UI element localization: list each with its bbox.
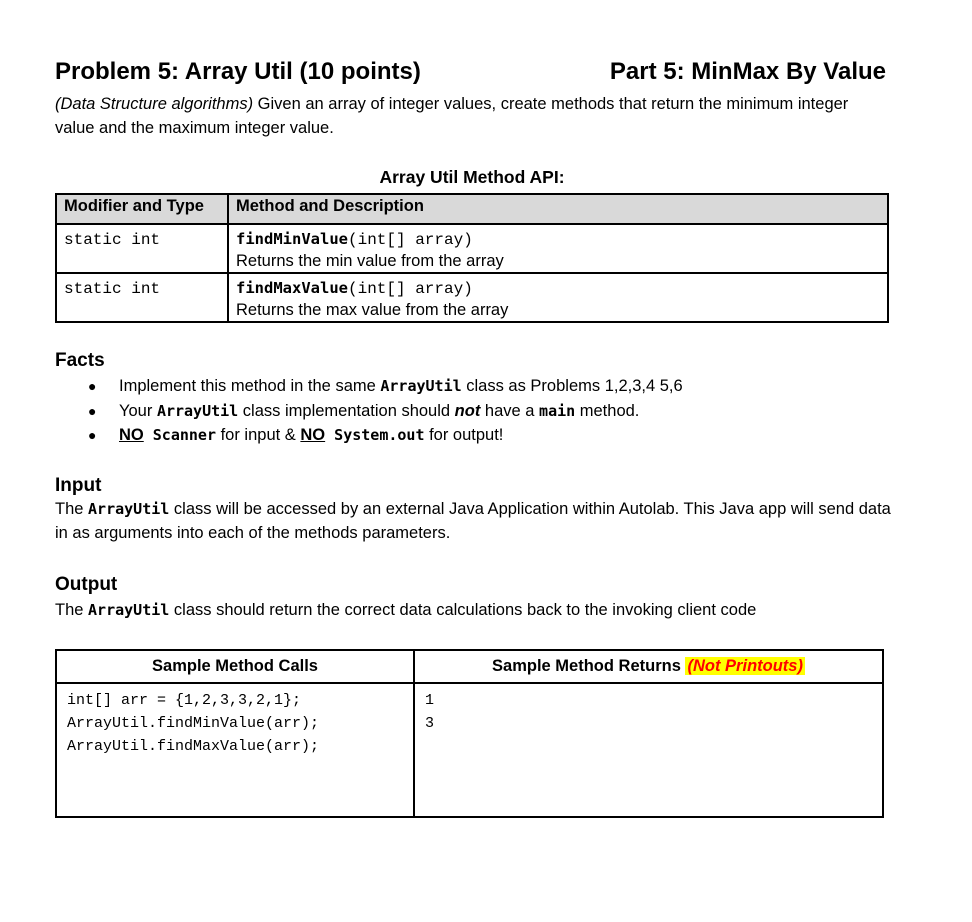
method-description: Returns the min value from the array — [236, 252, 504, 270]
api-row-desc — [228, 273, 888, 322]
api-header-method: Method and Description — [228, 194, 888, 224]
fact-text: Your — [119, 401, 157, 420]
no-underlined: NO — [119, 426, 144, 444]
bullet-icon: ● — [88, 402, 97, 419]
api-row-desc — [228, 224, 888, 273]
intro-italic: (Data Structure algorithms) — [55, 95, 254, 113]
api-caption: Array Util Method API: — [379, 167, 565, 187]
code-inline: ArrayUtil — [88, 601, 170, 619]
input-heading: Input — [55, 475, 102, 496]
code-line: int[] arr = {1,2,3,3,2,1}; — [67, 692, 302, 709]
output-heading: Output — [55, 574, 118, 595]
emphasis: not — [454, 401, 481, 420]
code-inline: Scanner — [143, 426, 216, 444]
fact-text: have a — [480, 401, 540, 420]
problem-title: Problem 5: Array Util (10 points) — [55, 58, 421, 85]
output-paragraph — [55, 598, 895, 622]
sample-calls-header: Sample Method Calls — [56, 650, 414, 683]
method-name: findMinValue — [236, 230, 348, 248]
fact-text: Implement this method in the same — [119, 377, 381, 395]
code-line: ArrayUtil.findMaxValue(arr); — [67, 738, 320, 755]
list-item — [88, 399, 683, 424]
sample-header-row — [56, 650, 883, 683]
fact-text: method. — [575, 401, 640, 420]
code-inline: ArrayUtil — [156, 401, 239, 420]
api-header-row — [56, 194, 888, 224]
code-inline: main — [539, 401, 576, 420]
output-text: class should return the correct data calculations back to the invoking client code — [169, 601, 757, 619]
list-item — [88, 423, 683, 448]
list-item — [88, 374, 683, 399]
fact-text: for output! — [424, 426, 504, 444]
api-header-type: Modifier and Type — [56, 194, 228, 224]
fact-text: class implementation should — [238, 401, 455, 420]
method-args: (int[] array) — [347, 231, 473, 249]
code-inline: System.out — [325, 426, 425, 444]
input-text: The — [55, 500, 89, 518]
return-line: 3 — [425, 715, 435, 732]
output-text: The — [55, 601, 89, 619]
api-table — [55, 193, 889, 323]
fact-text: class as Problems 1,2,3,4 5,6 — [461, 377, 683, 395]
api-row — [56, 224, 888, 273]
api-row-type: static int — [56, 273, 228, 322]
input-paragraph — [55, 497, 895, 545]
return-line: 1 — [425, 692, 435, 709]
method-name: findMaxValue — [236, 279, 348, 297]
sample-table — [55, 649, 884, 818]
bullet-icon: ● — [88, 378, 97, 394]
part-title: Part 5: MinMax By Value — [609, 58, 886, 85]
intro-paragraph — [55, 92, 885, 140]
not-printouts-badge: (Not Printouts) — [687, 657, 803, 675]
method-args: (int[] array) — [347, 280, 473, 298]
returns-header-text: Sample Method Returns — [492, 657, 681, 675]
api-row-type: static int — [56, 224, 228, 273]
method-description: Returns the max value from the array — [236, 301, 509, 319]
code-line: ArrayUtil.findMinValue(arr); — [67, 715, 320, 732]
bullet-icon: ● — [88, 427, 97, 443]
fact-text: for input & — [216, 426, 301, 444]
no-underlined: NO — [300, 426, 326, 444]
code-inline: ArrayUtil — [88, 500, 170, 518]
intro-text: Given an array of integer values, create methods that return the minimum integer value and the maximum integer value. — [55, 95, 849, 137]
facts-list — [88, 374, 683, 448]
input-text: class will be accessed by an external Java Application within Autolab. This Java app will send data in as arguments into each of the methods parameters. — [55, 500, 891, 542]
api-row — [56, 273, 888, 322]
sample-body-row — [56, 683, 883, 817]
sample-returns-cell — [414, 683, 883, 817]
code-inline: ArrayUtil — [380, 377, 462, 395]
sample-calls-cell — [56, 683, 414, 817]
sample-returns-header — [414, 650, 883, 683]
facts-heading: Facts — [55, 350, 105, 371]
